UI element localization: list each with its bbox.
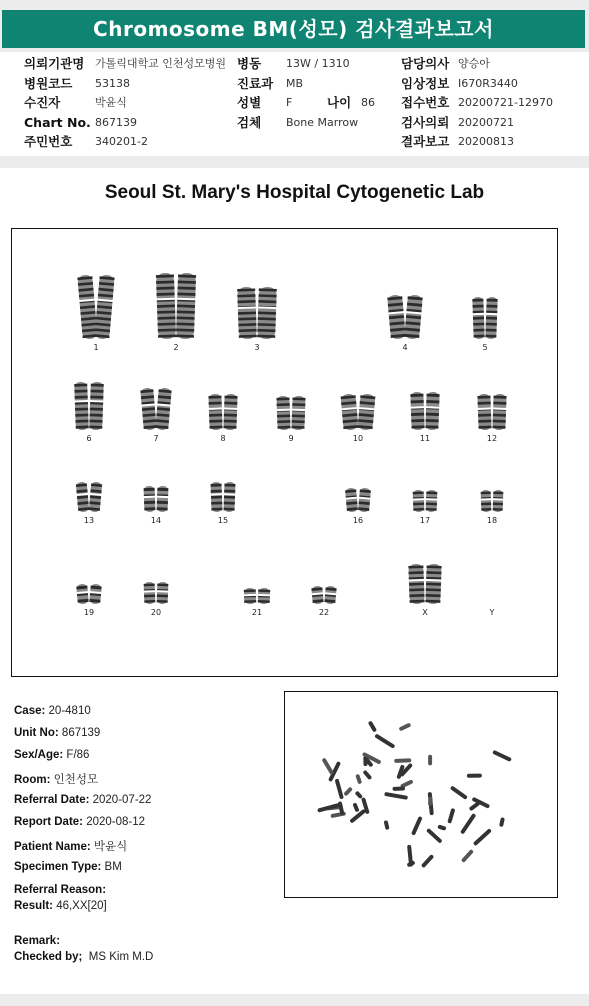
chromosome-pair-20	[141, 580, 171, 606]
chromosome-pair-5	[470, 295, 500, 341]
info-label: 성별	[237, 95, 262, 110]
chromosome-label: X	[422, 608, 428, 617]
chromosome-label: 22	[318, 608, 330, 617]
chromosome-pair-6	[72, 380, 106, 432]
checked-label: Checked by;	[14, 951, 83, 963]
info-value: 20200813	[458, 135, 514, 148]
chromosome-label: 19	[83, 608, 95, 617]
reason-line	[14, 884, 106, 896]
info-value: 867139	[95, 116, 137, 129]
info-row	[0, 75, 589, 93]
metaphase-chromosome	[394, 758, 411, 763]
referral-date-line	[14, 794, 151, 806]
chromosome-label: 7	[153, 434, 159, 443]
chromosome-label: 5	[482, 343, 488, 352]
info-value: 20200721	[458, 116, 514, 129]
chromosome-label: 18	[486, 516, 498, 525]
checked-value: MS Kim M.D	[88, 951, 154, 963]
specimen-value: BM	[104, 861, 122, 873]
report-date-value: 2020-08-12	[86, 816, 146, 828]
metaphase-spread-image	[285, 692, 557, 897]
chromosome-label: 11	[419, 434, 431, 443]
chromosome-label: 14	[150, 516, 162, 525]
info-value: I670R3440	[458, 77, 518, 90]
metaphase-chromosome	[437, 824, 446, 830]
chromosome-pair-8	[206, 392, 240, 432]
result-value: 46,XX[20]	[56, 900, 107, 912]
chromosome-pair-12	[475, 392, 509, 432]
chromosome-pair-7	[139, 386, 173, 432]
info-label: 접수번호	[401, 95, 450, 110]
chromosome-pair-11	[408, 390, 442, 432]
metaphase-chromosome	[392, 786, 405, 790]
info-label: Chart No.	[24, 115, 91, 130]
metaphase-chromosome	[426, 828, 443, 844]
chromosome-label: 10	[352, 434, 364, 443]
info-label: 나이	[327, 95, 352, 110]
unit-value: 867139	[61, 727, 101, 739]
chromosome-label: 4	[402, 343, 408, 352]
info-label: 수진자	[24, 95, 61, 110]
room-line	[14, 771, 98, 787]
chromosome-label: 2	[173, 343, 179, 352]
metaphase-chromosome	[343, 787, 353, 797]
metaphase-chromosome	[460, 813, 476, 835]
chromosome-pair-16	[343, 486, 373, 514]
metaphase-chromosome	[473, 828, 492, 846]
reason-label: Referral Reason:	[14, 884, 107, 896]
metaphase-chromosome	[352, 802, 359, 812]
lab-title: Seoul St. Mary's Hospital Cytogenetic Lab	[104, 182, 485, 203]
chromosome-label: 6	[86, 434, 92, 443]
info-value: Bone Marrow	[286, 116, 359, 129]
report-date-line	[14, 816, 145, 828]
info-label: 담당의사	[401, 56, 450, 71]
info-label: 임상정보	[401, 76, 450, 91]
result-label: Result:	[14, 900, 53, 912]
metaphase-chromosome	[363, 757, 367, 767]
metaphase-chromosome	[450, 785, 468, 799]
report-body	[0, 168, 589, 994]
metaphase-chromosome	[399, 723, 412, 732]
specimen-label: Specimen Type:	[14, 861, 102, 873]
chromosome-pair-x	[406, 562, 444, 606]
chromosome-pair-2	[154, 271, 198, 341]
info-label: 주민번호	[24, 134, 73, 149]
chromosome-label: 16	[352, 516, 364, 525]
referral-date-value: 2020-07-22	[92, 794, 152, 806]
info-value: 20200721-12970	[458, 96, 553, 109]
info-value: 340201-2	[95, 135, 148, 148]
sexage-line	[14, 749, 89, 761]
metaphase-chromosome	[335, 779, 344, 800]
chromosome-label: 15	[217, 516, 229, 525]
metaphase-chromosome	[467, 774, 482, 778]
metaphase-chromosome	[384, 792, 408, 800]
case-value: 20-4810	[48, 705, 91, 717]
patient-info-panel	[0, 52, 589, 156]
chromosome-pair-1	[77, 273, 115, 341]
chromosome-pair-19	[74, 582, 104, 606]
chromosome-label: 3	[254, 343, 260, 352]
remark-label: Remark:	[14, 935, 61, 947]
chromosome-pair-13	[74, 480, 104, 514]
unit-line	[14, 727, 100, 739]
metaphase-chromosome	[421, 854, 434, 868]
chromosome-label: 13	[83, 516, 95, 525]
room-label: Room:	[14, 774, 51, 786]
metaphase-chromosome	[447, 808, 455, 824]
specimen-line	[14, 861, 122, 873]
info-value: F	[286, 96, 293, 109]
chromosome-pair-9	[274, 394, 308, 432]
metaphase-chromosome	[355, 774, 362, 785]
chromosome-pair-21	[241, 586, 273, 606]
metaphase-chromosome	[499, 817, 505, 827]
metaphase-chromosome	[362, 770, 372, 781]
remark-line	[14, 935, 60, 947]
chromosome-label: Y	[489, 608, 495, 617]
chromosome-label: 1	[93, 343, 99, 352]
info-label: 병원코드	[24, 76, 73, 91]
metaphase-chromosome	[492, 750, 512, 762]
chromosome-label: 8	[220, 434, 226, 443]
chromosome-label: 17	[419, 516, 431, 525]
info-value: 박윤식	[95, 96, 127, 109]
chromosome-label: 21	[251, 608, 263, 617]
chromosome-label: 9	[288, 434, 294, 443]
report-title: Chromosome BM(성모) 검사결과보고서	[2, 10, 585, 48]
chromosome-pair-15	[208, 480, 238, 514]
chromosome-pair-14	[141, 484, 171, 514]
chromosome-label: 12	[486, 434, 498, 443]
metaphase-chromosome	[428, 796, 433, 806]
case-label: Case:	[14, 705, 46, 717]
info-row	[0, 133, 589, 151]
metaphase-chromosome	[384, 820, 390, 830]
info-value: MB	[286, 77, 304, 90]
metaphase-chromosome	[322, 757, 335, 775]
karyotype-panel	[11, 228, 558, 677]
chromosome-pair-17	[410, 488, 440, 514]
info-label: 검체	[237, 115, 262, 130]
patient-label: Patient Name:	[14, 841, 91, 853]
metaphase-chromosome	[469, 801, 481, 811]
chromosome-pair-10	[339, 392, 377, 432]
chromosome-pair-22	[309, 584, 339, 606]
case-line	[14, 705, 91, 717]
info-value: 13W / 1310	[286, 57, 350, 70]
checked-line	[14, 951, 153, 963]
chromosome-pair-18	[478, 488, 506, 514]
info-label: 검사의뢰	[401, 115, 450, 130]
chromosome-pair-4	[386, 293, 424, 341]
info-label: 병동	[237, 56, 262, 71]
info-label: 진료과	[237, 76, 274, 91]
info-row	[0, 55, 589, 73]
sexage-value: F/86	[66, 749, 90, 761]
metaphase-chromosome	[461, 849, 474, 863]
chromosome-label: 20	[150, 608, 162, 617]
result-line	[14, 900, 107, 912]
info-label: 결과보고	[401, 134, 450, 149]
room-value: 인천성모	[53, 774, 99, 786]
info-value: 86	[361, 96, 375, 109]
info-value: 53138	[95, 77, 130, 90]
referral-date-label: Referral Date:	[14, 794, 90, 806]
sexage-label: Sex/Age:	[14, 749, 64, 761]
patient-line	[14, 838, 127, 854]
metaphase-image	[284, 691, 558, 898]
chromosome-pair-3	[235, 285, 279, 341]
info-row	[0, 94, 589, 112]
info-value: 양승아	[458, 57, 490, 70]
metaphase-chromosome	[428, 755, 432, 766]
info-value: 가톨릭대학교 인천성모병원	[95, 57, 227, 70]
metaphase-chromosome	[411, 816, 423, 836]
info-row	[0, 114, 589, 132]
unit-label: Unit No:	[14, 727, 59, 739]
report-date-label: Report Date:	[14, 816, 84, 828]
metaphase-chromosome	[368, 720, 377, 732]
metaphase-chromosome	[374, 733, 395, 748]
metaphase-chromosome	[355, 791, 364, 800]
info-label: 의뢰기관명	[24, 56, 85, 71]
patient-value: 박윤식	[93, 841, 128, 853]
